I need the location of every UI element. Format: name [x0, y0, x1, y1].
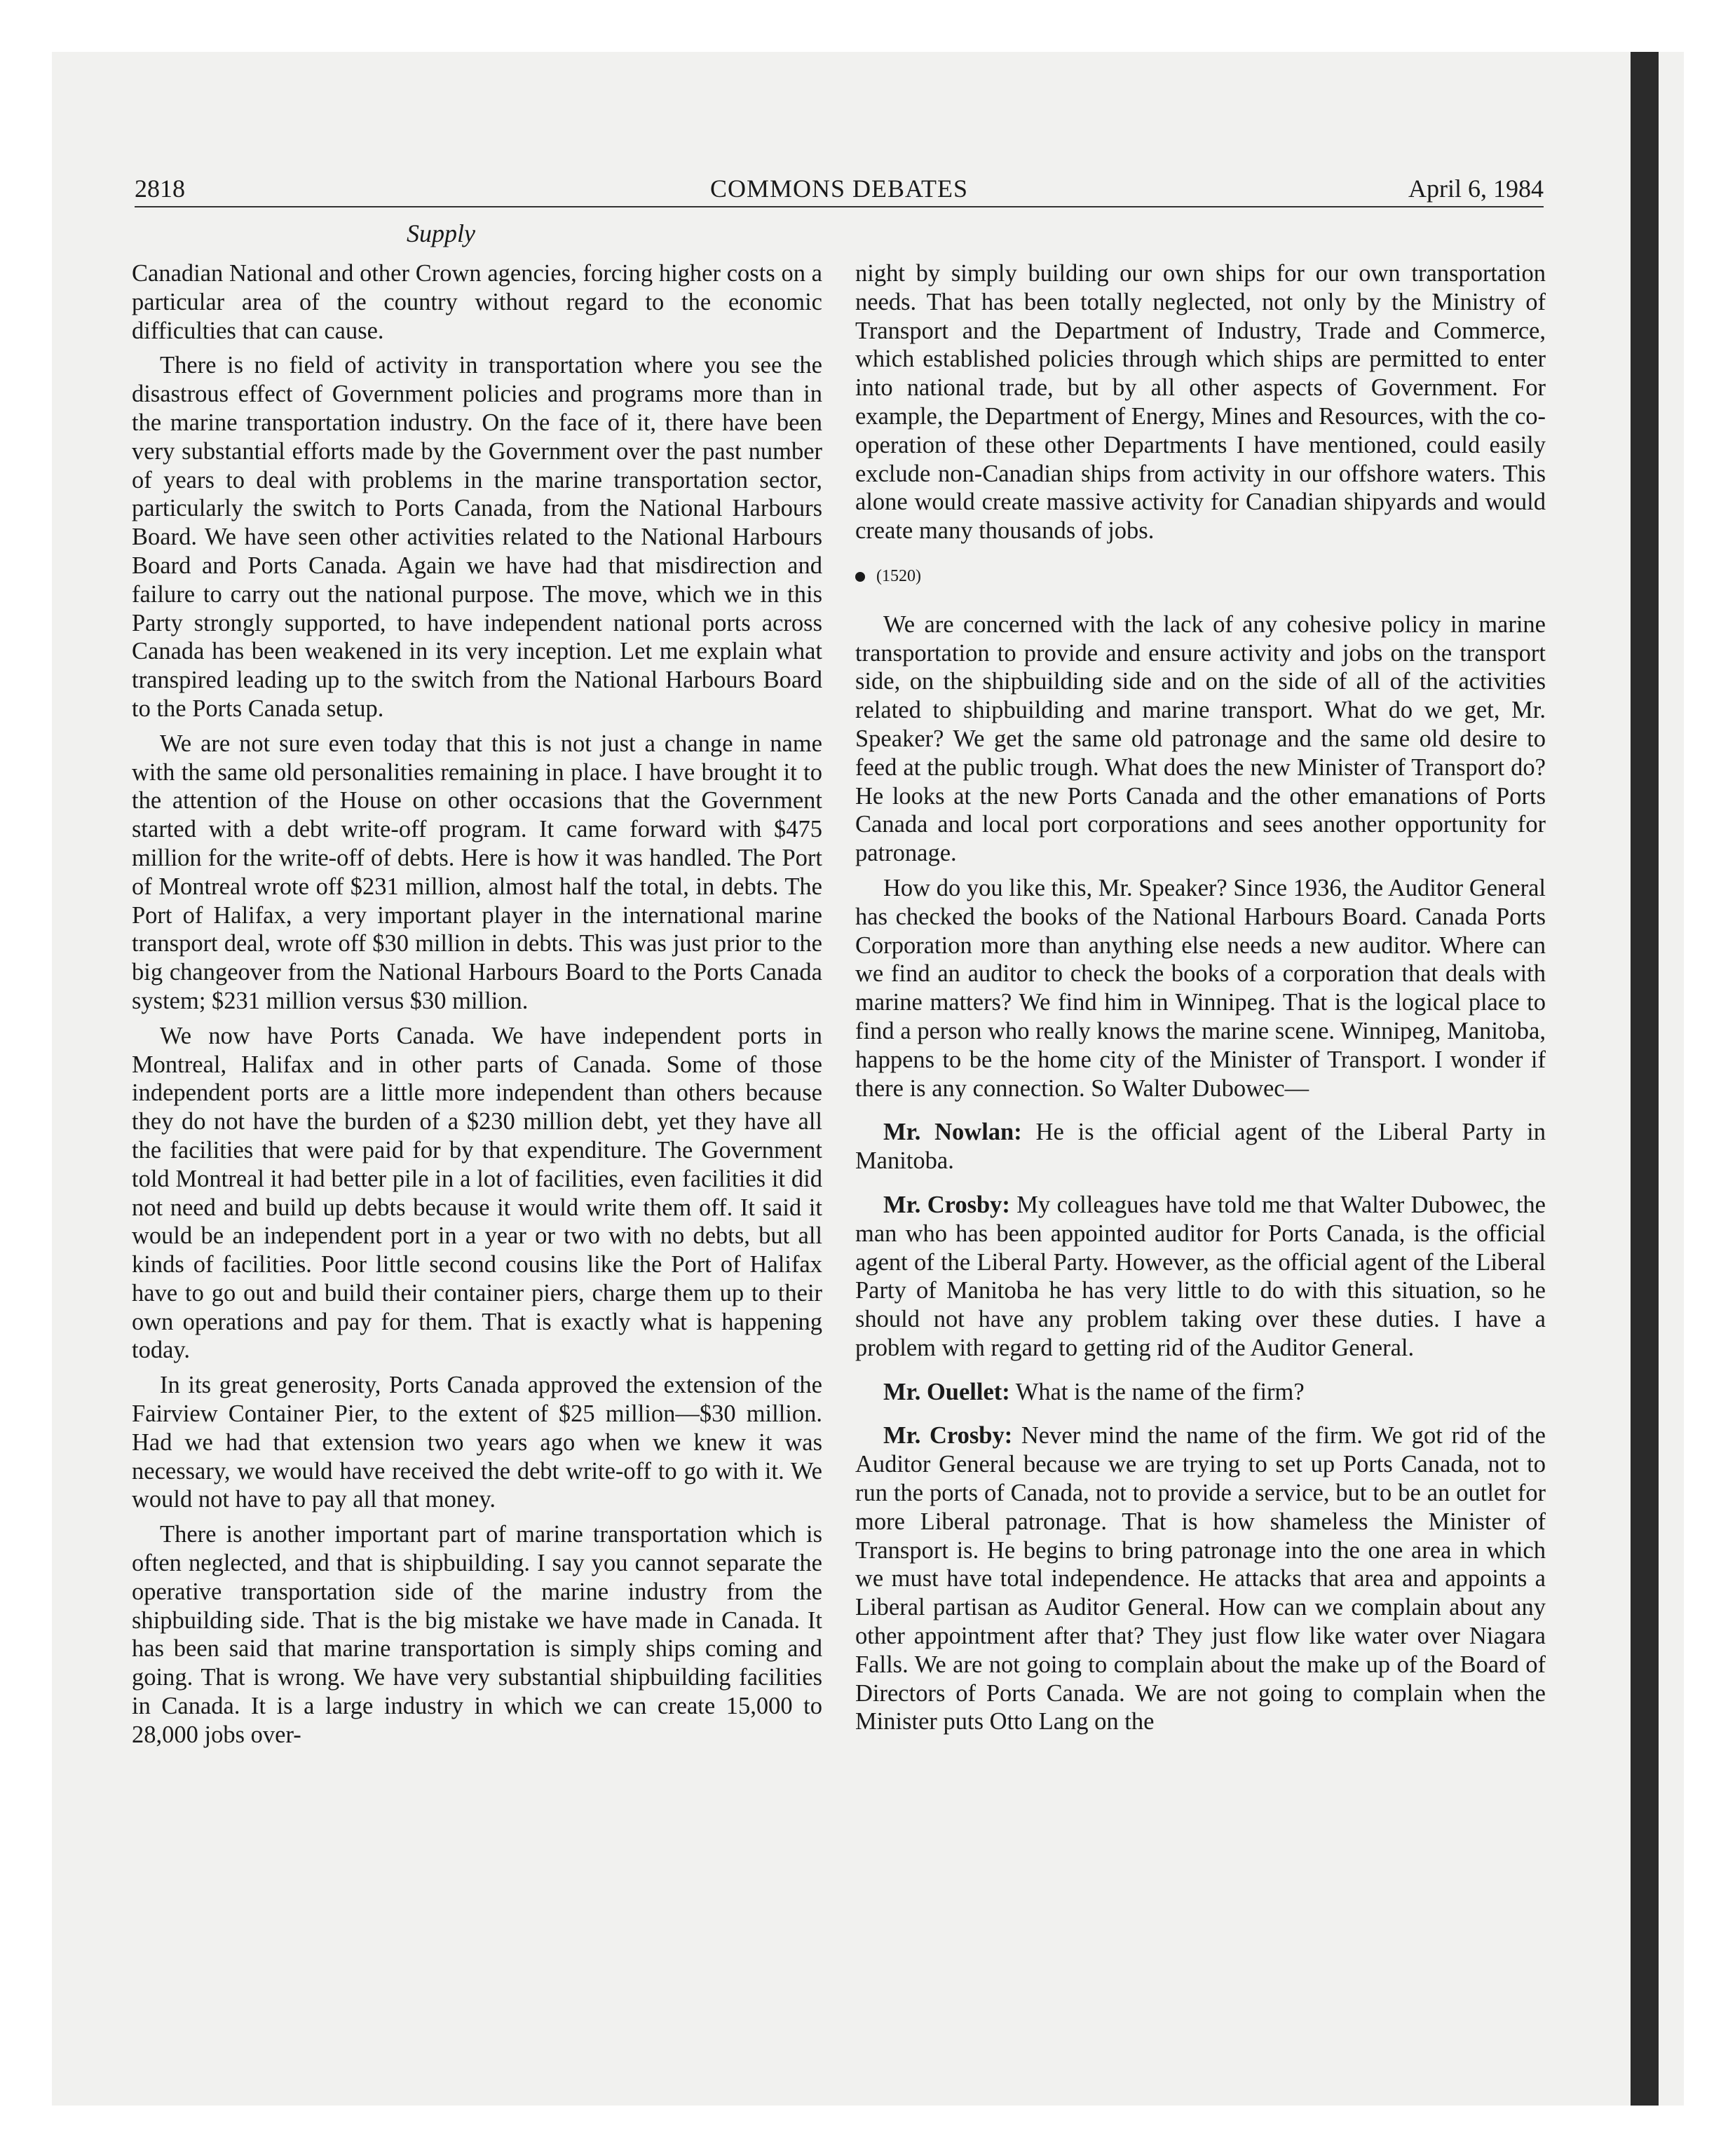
speaker-name: Mr. Nowlan:	[883, 1119, 1022, 1146]
page-header	[135, 171, 1544, 207]
speech-entry	[855, 1191, 1546, 1363]
speech-text: He is the official agent of the Liberal Party in Manitoba.	[855, 1119, 1546, 1175]
paragraph: How do you like this, Mr. Speaker? Since 1936, the Auditor General has checked the books of the National Harbours Board. Canada Ports Corporation more than anything else needs a new auditor. Where can we find an auditor to check the books of a corporation that deals with marine matters? We find him in Winnipeg. That is the logical place to find a person who really knows the marine scene. Winnipeg, Manitoba, happens to be the home city of the Minister of Transport. I wonder if there is any connection. So Walter Dubowec—	[855, 874, 1546, 1102]
publication-title: COMMONS DEBATES	[709, 175, 969, 203]
speech-text: Never mind the name of the firm. We got rid of the Auditor General because we are trying to set up Ports Canada, not to run the ports of Canada, not to provide a service, but to be an outlet for more Liberal patronage. That is how shameless the Minister of Transport is. He begins to bring patronage into the one area in which we must have total independence. He attacks that area and appoints a Liberal partisan as Auditor General. How can we complain about any other appointment after that? They just flow like water over Niagara Falls. We are not going to complain about the make up of the Board of Directors of Ports Canada. We are not going to complain when the Minister puts Otto Lang on the	[855, 1422, 1546, 1735]
page-number: 2818	[135, 175, 185, 203]
time-marker	[855, 562, 1546, 591]
publication-date: April 6, 1984	[1408, 175, 1544, 203]
speaker-name: Mr. Crosby:	[883, 1422, 1013, 1449]
paragraph: There is another important part of marine transportation which is often neglected, and that is shipbuilding. I say you cannot separate the operative transportation side of the marine industry from the shipbuilding side. That is the big mistake we have made in Canada. It has been said that marine transportation is simply ships coming and going. That is wrong. We have very substantial shipbuilding facilities in Canada. It is a large industry in which we can create 15,000 to 28,000 jobs over-	[132, 1521, 822, 1748]
paragraph: There is no field of activity in transportation where you see the disastrous effect of Government policies and programs more than in the marine transportation industry. On the face of it, there have been very substantial efforts made by the Government over the past number of years to deal with problems in the marine transportation sector, particularly the switch to Ports Canada, from the National Harbours Board. We have seen other activities related to the National Harbours Board and Ports Canada. Again we have had that misdirection and failure to carry out the national purpose. The move, which we in this Party strongly supported, to have independent national ports across Canada has been weakened in its very inception. Let me explain what transpired leading up to the switch from the National Harbours Board to the Ports Canada setup.	[132, 352, 822, 722]
paragraph: night by simply building our own ships for our own transportation needs. That has been totally neglected, not only by the Ministry of Transport and the Department of Industry, Trade and Commerce, which established policies through which ships are permitted to enter into national trade, but by all other aspects of Government. For example, the Department of Energy, Mines and Resources, with the co-operation of these other Departments I have mentioned, could easily exclude non-Canadian ships from activity in our offshore waters. This alone would create massive activity for Canadian shipyards and would create many thousands of jobs.	[855, 260, 1546, 545]
scan-edge-bar	[1631, 52, 1659, 2106]
time-marker-text: (1520)	[876, 566, 921, 585]
speech-text: What is the name of the firm?	[1009, 1378, 1305, 1405]
speaker-name: Mr. Crosby:	[883, 1191, 1010, 1218]
paragraph: We are concerned with the lack of any cohesive policy in marine transportation to provide and ensure activity and jobs on the transport side, on the shipbuilding side and on the side of all of the activities related to shipbuilding and marine transport. What do we get, Mr. Speaker? We get the same old patronage and the same old desire to feed at the public trough. What does the new Minister of Transport do? He looks at the new Ports Canada and the other emanations of Ports Canada and local port corporations and sees another opportunity for patronage.	[855, 610, 1546, 867]
paragraph: We now have Ports Canada. We have independent ports in Montreal, Halifax and in other parts of Canada. Some of those independent ports are a little more independent than others because they do not have the burden of a $230 million debt, yet they have all the facilities that were paid for by that expenditure. The Government told Montreal it had better pile in a lot of facilities, even facilities it did not need and build up debts because it would write them off. It said it would be an independent port in a year or two with no debts, but all kinds of facilities. Poor little second cousins like the Port of Halifax have to go out and build their container piers, charge them up to their own operations and pay for them. That is exactly what is happening today.	[132, 1022, 822, 1364]
section-heading: Supply	[407, 219, 475, 247]
bullet-icon	[855, 572, 865, 582]
speech-entry	[855, 1378, 1546, 1407]
speech-text: My colleagues have told me that Walter Dubowec, the man who has been appointed auditor for Ports Canada, is the official agent of the Liberal Party. However, as the official agent of the Liberal Party of Manitoba he has very little to do with this situation, so he should not have any problem taking over these duties. I have a problem with regard to getting rid of the Auditor General.	[855, 1191, 1546, 1361]
speaker-name: Mr. Ouellet:	[883, 1378, 1010, 1405]
paragraph: In its great generosity, Ports Canada approved the extension of the Fairview Container Pier, to the extent of $25 million—$30 million. Had we had that extension two years ago when we knew it was necessary, we would have received the debt write-off to go with it. We would not have to pay all that money.	[132, 1372, 822, 1513]
paragraph: Canadian National and other Crown agencies, forcing higher costs on a particular area of the country without regard to the economic difficulties that can cause.	[132, 260, 822, 344]
right-column	[855, 259, 1546, 1750]
speech-entry	[855, 1118, 1546, 1175]
speech-entry	[855, 1421, 1546, 1736]
left-column	[132, 259, 822, 1756]
paragraph: We are not sure even today that this is not just a change in name with the same old personalities remaining in place. I have brought it to the attention of the House on other occasions that the Government started with a debt write-off program. It came forward with $475 million for the write-off of debts. Here is how it was handled. The Port of Montreal wrote off $231 million, almost half the total, in debts. The Port of Halifax, a very important player in the international marine transport deal, wrote off $30 million in debts. This was just prior to the big changeover from the National Harbours Board to the Ports Canada system; $231 million versus $30 million.	[132, 730, 822, 1014]
